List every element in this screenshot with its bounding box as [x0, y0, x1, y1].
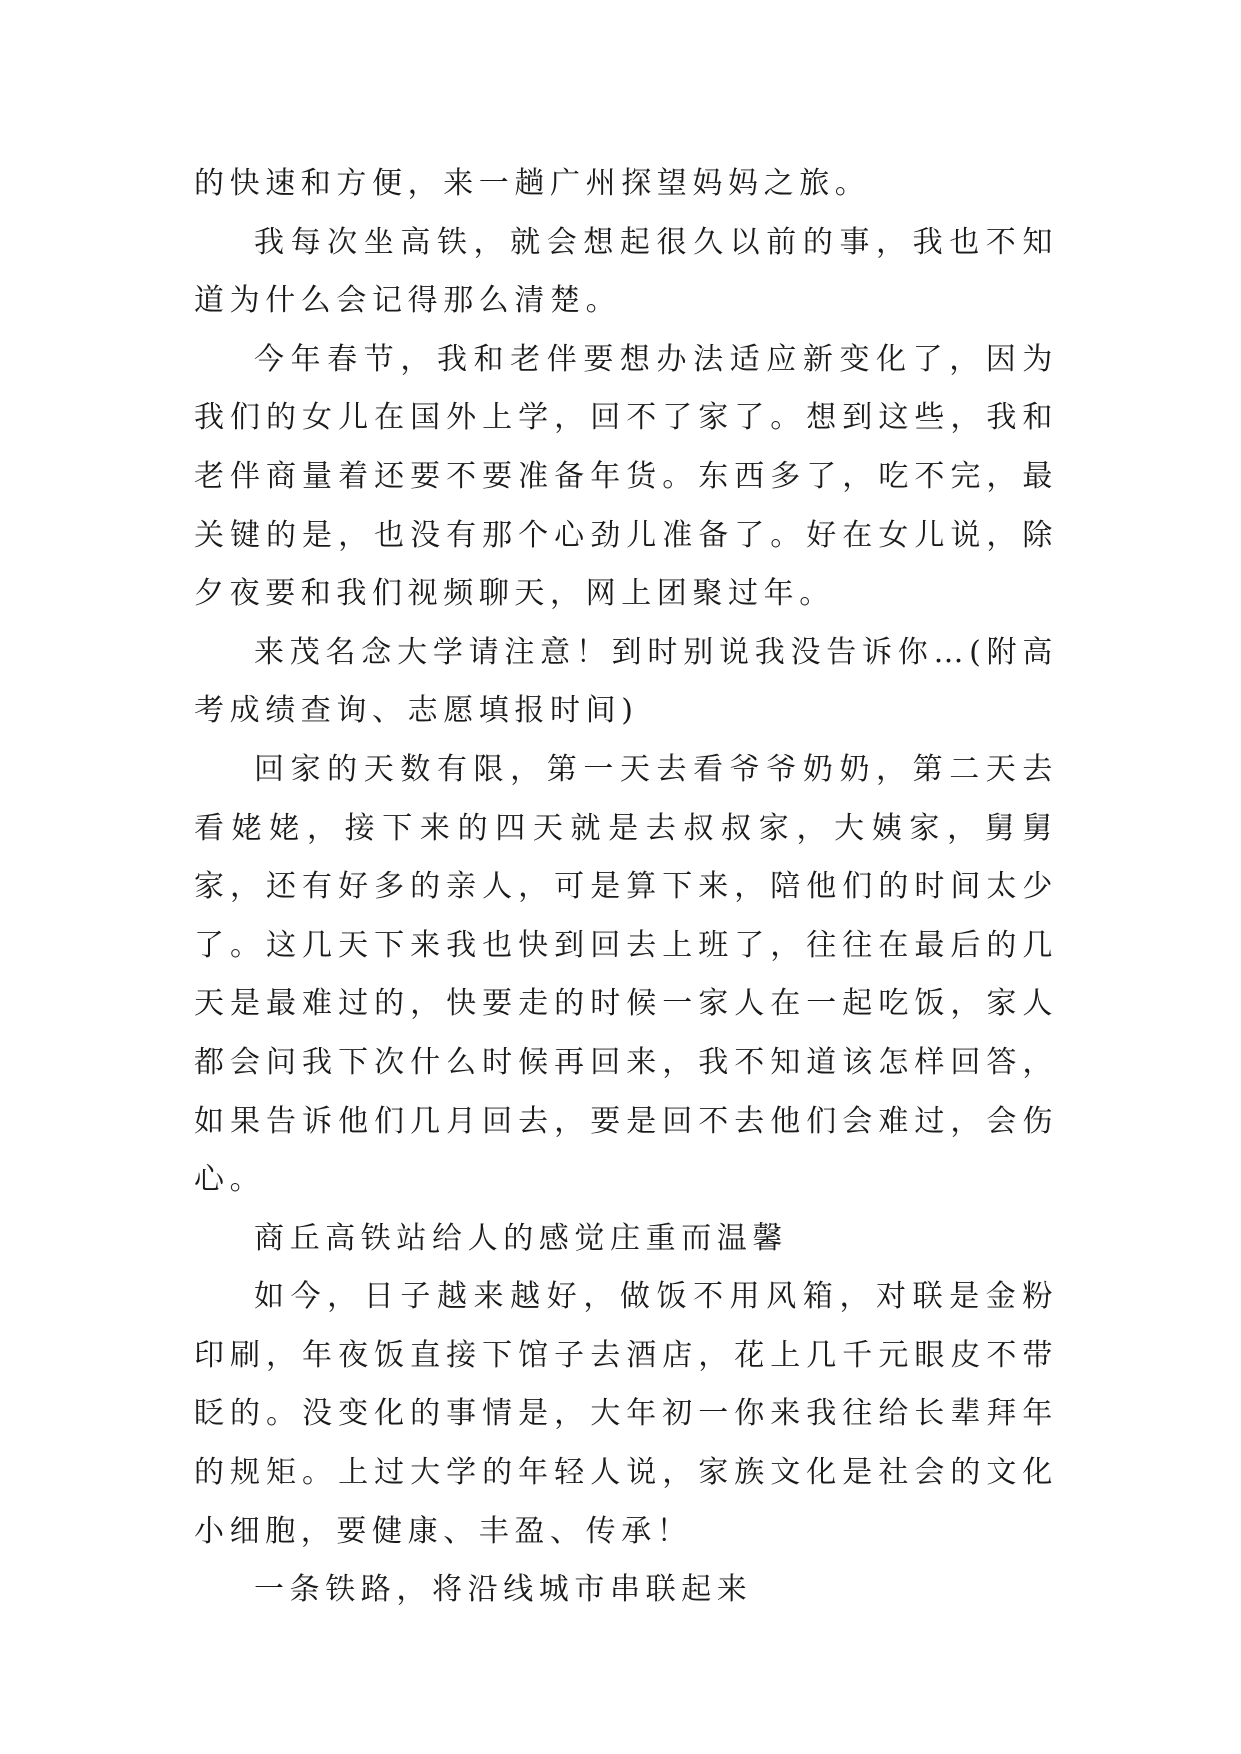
paragraph: 的快速和方便，来一趟广州探望妈妈之旅。 [194, 166, 871, 201]
paragraph: 回家的天数有限，第一天去看爷爷奶奶，第二天去看姥姥，接下来的四天就是去叔叔家，大姨家，舅舅家，还有好多的亲人，可是算下来，陪他们的时间太少了。这几天下来我也快到回去上班了，往往在最后的几天是最难过的，快要走的时候一家人在一起吃饭，家人都会问我下次什么时候再回来，我不知道该怎样回答，如果告诉他们几月回去，要是回不去他们会难过，会伤心。 [194, 751, 1058, 1198]
document-body [194, 155, 1058, 1620]
paragraph: 一条铁路，将沿线城市串联起来 [254, 1572, 753, 1608]
paragraph: 如今，日子越来越好，做饭不用风箱，对联是金粉印刷，年夜饭直接下馆子去酒店，花上几千元眼皮不带眨的。没变化的事情是，大年初一你来我往给长辈拜年的规矩。上过大学的年轻人说，家族文化是社会的文化小细胞，要健康、丰盈、传承！ [194, 1279, 1058, 1549]
paragraph: 我每次坐高铁，就会想起很久以前的事，我也不知道为什么会记得那么清楚。 [194, 224, 1058, 319]
paragraph: 商丘高铁站给人的感觉庄重而温馨 [254, 1220, 788, 1256]
paragraph: 来茂名念大学请注意！到时别说我没告诉你…(附高考成绩查询、志愿填报时间) [194, 634, 1058, 729]
paragraph: 今年春节，我和老伴要想办法适应新变化了，因为我们的女儿在国外上学，回不了家了。想到这些，我和老伴商量着还要不要准备年货。东西多了，吃不完，最关键的是，也没有那个心劲儿准备了。好在女儿说，除夕夜要和我们视频聊天，网上团聚过年。 [194, 341, 1058, 612]
